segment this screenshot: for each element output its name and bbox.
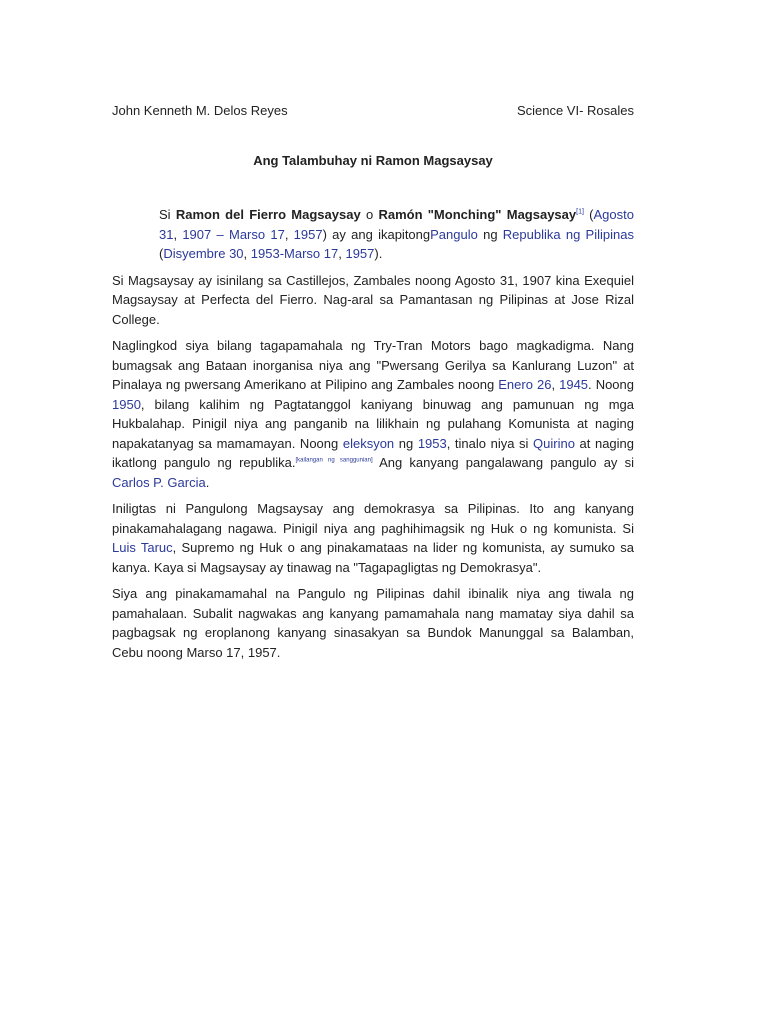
text: , bbox=[338, 246, 346, 261]
link-pangulo[interactable]: Pangulo bbox=[430, 226, 478, 242]
text: ) ay ang ikapitong bbox=[322, 226, 431, 242]
text: Si bbox=[159, 207, 176, 222]
link-carlos-p-garcia[interactable]: Carlos P. Garcia bbox=[112, 474, 206, 490]
link-1953-marso-17[interactable]: 1953-Marso 17 bbox=[250, 246, 339, 261]
text: , bbox=[243, 246, 251, 261]
class-section: Science VI- Rosales bbox=[516, 103, 634, 118]
document-body bbox=[112, 205, 634, 669]
link-agosto-31[interactable]: Agosto 31 bbox=[159, 207, 634, 242]
link-1945[interactable]: 1945 bbox=[559, 377, 589, 392]
text: ng bbox=[477, 226, 503, 242]
text: , Supremo ng Huk o ang pinakamataas na lider ng komunista, ay sumuko sa kanya. Kaya si Magsaysay ay tinawag na "Tagapagligtas ng Demokrasya". bbox=[112, 540, 635, 575]
text: ng bbox=[394, 435, 418, 451]
full-name-bold: Ramon del Fierro Magsaysay bbox=[175, 207, 361, 222]
text: ( bbox=[583, 207, 594, 222]
text: – bbox=[211, 226, 229, 242]
link-disyembre-30[interactable]: Disyembre 30 bbox=[163, 246, 244, 261]
text: , bbox=[551, 377, 560, 392]
author-name: John Kenneth M. Delos Reyes bbox=[112, 103, 288, 118]
link-quirino[interactable]: Quirino bbox=[533, 435, 575, 451]
text: ). bbox=[374, 246, 383, 261]
text: Iniligtas ni Pangulong Magsaysay ang demokrasya sa Pilipinas. Ito ang kanyang pinakamahalagang nagawa. Pinigil niya ang paghihimagsik ng Huk o ng komunista. Si bbox=[112, 501, 634, 536]
reference-link[interactable]: [1] bbox=[576, 208, 584, 216]
text: , bbox=[284, 226, 294, 242]
paragraph-intro bbox=[112, 205, 634, 264]
text: ( bbox=[159, 246, 164, 261]
citation-needed-note[interactable]: [kailangan ng sanggunian] bbox=[295, 457, 373, 464]
link-enero-26[interactable]: Enero 26 bbox=[498, 377, 552, 392]
link-1957-end[interactable]: 1957 bbox=[345, 246, 375, 261]
nickname-bold: Ramón "Monching" Magsaysay bbox=[378, 207, 577, 222]
link-1907[interactable]: 1907 bbox=[182, 226, 212, 242]
paragraph-democracy bbox=[112, 499, 634, 577]
text: at naging ikatlong pangulo ng republika. bbox=[112, 435, 635, 470]
text: , tinalo niya si bbox=[446, 435, 534, 451]
document-title: Ang Talambuhay ni Ramon Magsaysay bbox=[253, 153, 493, 168]
paragraph-career bbox=[112, 336, 634, 492]
link-luis-taruc[interactable]: Luis Taruc bbox=[112, 540, 173, 555]
link-eleksyon[interactable]: eleksyon bbox=[342, 435, 395, 451]
text: , bilang kalihim ng Pagtatanggol kaniyang binuwag ang pamunuan ng mga Hukbalahap. Pinigil niya ang panganib na lilikhain ng pulahang Komunista at naging napakatanyag sa mamamayan. Noong bbox=[112, 396, 634, 451]
text: . bbox=[205, 474, 210, 490]
link-marso-17[interactable]: Marso 17 bbox=[228, 226, 285, 242]
text: Naglingkod siya bilang tagapamahala ng Try-Tran Motors bago magkadigma. Nang bumagsak ang Bataan inorganisa niya ang "Pwersang Gerilya sa Kanlurang Luzon" at Pinalaya ng pwersang Amerikano at Pilipino ang Zambales noong bbox=[112, 338, 634, 392]
paragraph-death: Siya ang pinakamamahal na Pangulo ng Pilipinas dahil ibinalik niya ang tiwala ng pamahalaan. Subalit nagwakas ang kanyang pamamahala nang mamatay siya dahil sa pagbagsak ng eroplanong kanyang sinasakyan sa Bundok Manunggal sa Balamban, Cebu noong Marso 17, 1957. bbox=[112, 586, 634, 660]
document-header bbox=[112, 101, 634, 121]
link-1950[interactable]: 1950 bbox=[112, 396, 141, 412]
text: Ang kanyang pangalawang pangulo ay si bbox=[372, 455, 634, 470]
text: . Noong bbox=[588, 377, 634, 392]
link-republika-ng-pilipinas[interactable]: Republika ng Pilipinas bbox=[502, 226, 634, 242]
link-1953[interactable]: 1953 bbox=[417, 435, 447, 451]
text: , bbox=[173, 226, 183, 242]
paragraph-birth: Si Magsaysay ay isinilang sa Castillejos, Zambales noong Agosto 31, 1907 kina Exequiel Magsaysay at Perfecta del Fierro. Nag-aral sa Pamantasan ng Pilipinas at Jose Rizal College. bbox=[112, 272, 634, 327]
link-1957[interactable]: 1957 bbox=[293, 226, 323, 242]
text: o bbox=[360, 207, 379, 222]
